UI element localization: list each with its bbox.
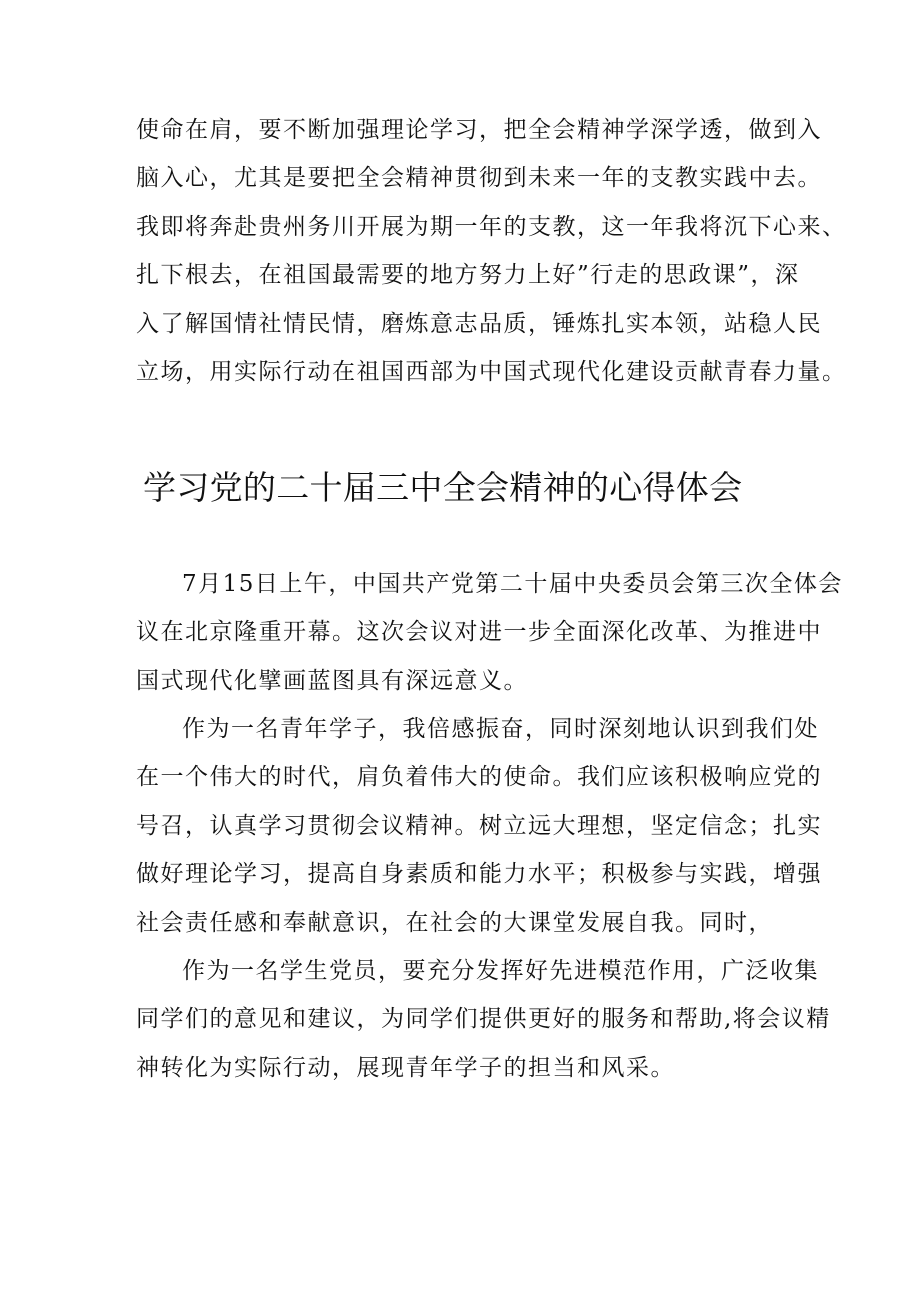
paragraph-line: 社会责任感和奉献意识，在社会的大课堂发展自我。同时， [136, 909, 773, 936]
paragraph-line: 国式现代化擘画蓝图具有深远意义。 [136, 667, 528, 694]
paragraph-party-member [136, 947, 831, 1092]
paragraph-line: 在一个伟大的时代，肩负着伟大的使命。我们应该积极响应党的 [136, 764, 822, 791]
article-title: 学习党的二十届三中全会精神的心得体会 [143, 468, 743, 507]
paragraph-line: 号召，认真学习贯彻会议精神。树立远大理想，坚定信念；扎实 [136, 812, 822, 839]
paragraph-line: 7月15日上午，中国共产党第二十届中央委员会第三次全体会 [182, 571, 843, 597]
paragraph-line: 同学们的意见和建议，为同学们提供更好的服务和帮助,将会议精 [136, 1006, 831, 1033]
paragraph-intro [136, 560, 843, 705]
paragraph-line: 作为一名青年学子，我倍感振奋，同时深刻地认识到我们处 [182, 716, 819, 742]
paragraph-line: 扎下根去，在祖国最需要的地方努力上好”行走的思政课”，深 [136, 262, 800, 289]
paragraph-line: 做好理论学习，提高自身素质和能力水平；积极参与实践，增强 [136, 861, 822, 888]
paragraph-line: 我即将奔赴贵州务川开展为期一年的支教，这一年我将沉下心来、 [136, 213, 847, 240]
paragraph-line: 议在北京隆重开幕。这次会议对进一步全面深化改革、为推进中 [136, 619, 822, 646]
paragraph-line: 脑入心，尤其是要把全会精神贯彻到未来一年的支教实践中去。 [136, 165, 822, 192]
paragraph-line: 入了解国情社情民情，磨炼意志品质，锤炼扎实本领，站稳人民 [136, 310, 822, 337]
paragraph-line: 作为一名学生党员，要充分发挥好先进模范作用，广泛收集 [182, 958, 819, 984]
paragraph-line: 神转化为实际行动，展现青年学子的担当和风采。 [136, 1054, 675, 1081]
paragraph-line: 立场，用实际行动在祖国西部为中国式现代化建设贡献青春力量。 [136, 359, 847, 386]
paragraph-line: 使命在肩，要不断加强理论学习，把全会精神学深学透，做到入 [136, 117, 822, 143]
paragraph-continued [136, 106, 847, 396]
paragraph-youth [136, 705, 822, 947]
